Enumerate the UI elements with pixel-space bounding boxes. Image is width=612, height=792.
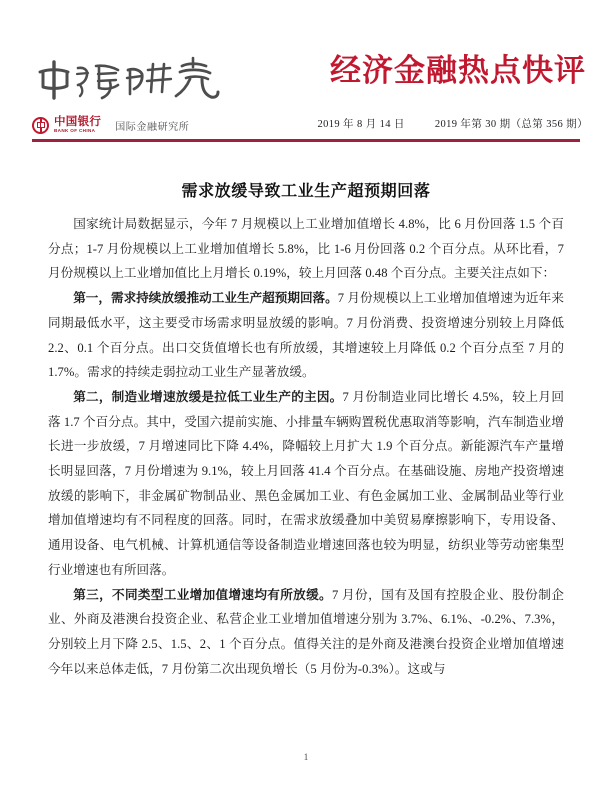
paragraph-lead: 第二，制造业增速放缓是拉低工业生产的主因。: [73, 388, 343, 404]
paragraph-lead: 第一，需求持续放缓推动工业生产超预期回落。: [73, 290, 338, 306]
institute-name: 国际金融研究所: [115, 121, 190, 133]
issue-date: 2019 年 8 月 14 日: [317, 119, 405, 130]
paragraph: 第三，不同类型工业增加值增速均有所放缓。7 月份，国有及国有控股企业、股份制企业、外商及港澳台投资企业、私营企业工业增加值增速分别为 3.7%、6.1%、-0.2%、7.3%，分别较上月下降 2.5、1.5、2、1 个百分点。值得关注的是外商及港澳台投资企业增加值增速今年以来总体走低，7 月份第二次出现负增长（5 月份为-0.3%）。这或与: [48, 586, 564, 676]
boc-emblem-icon: [32, 117, 49, 134]
paragraph-lead: 第三，不同类型工业增加值增速均有所放缓。: [73, 586, 332, 602]
page-title: 需求放缓导致工业生产超预期回落: [181, 181, 431, 200]
bank-name-block: [54, 116, 101, 134]
brand-calligraphy-logo: [30, 54, 230, 104]
calligraphy-svg: [30, 54, 230, 104]
bank-name-en: BANK OF CHINA: [54, 128, 96, 134]
paragraph: 第一，需求持续放缓推动工业生产超预期回落。7 月份规模以上工业增加值增速为近年来同期最低水平，这主要受市场需求明显放缓的影响。7 月份消费、投资增速分别较上月降低 2.2、0.1 个百分点。出口交货值增长也有所放缓，其增速较上月降低 0.2 个百分点至 7 月的 1.7%。需求的持续走弱拉动工业生产显著放缓。: [48, 290, 564, 380]
masthead: [0, 0, 612, 150]
article-body: [48, 212, 564, 681]
issue-info: [317, 116, 588, 131]
bank-name-cn: 中国银行: [54, 114, 102, 129]
bank-of-china-logo: [32, 113, 189, 137]
issue-number: 2019 年第 30 期（总第 356 期）: [434, 119, 588, 130]
publication-title: 经济金融热点快评: [330, 53, 586, 89]
paragraph: 第二，制造业增速放缓是拉低工业生产的主因。7 月份制造业同比增长 4.5%，较上月回落 1.7 个百分点。其中，受国六提前实施、小排量车辆购置税优惠取消等影响，汽车制造业增长进一步放缓，7 月增速同比下降 4.4%，降幅较上月扩大 1.9 个百分点。新能源汽车产量增长明显回落，7 月份增速为 9.1%，较上月回落 41.4 个百分点。在基础设施、房地产投资增速放缓的影响下，非金属矿物制品业、黑色金属加工业、有色金属加工业、金属制品业等行业增加值增速均有不同程度的回落。同时，在需求放缓叠加中美贸易摩擦影响下，专用设备、通用设备、电气机械、计算机通信等设备制造业增速回落也较为明显，纺织业等劳动密集型行业增速也有所回落。: [48, 388, 564, 577]
paragraph: 国家统计局数据显示，今年 7 月规模以上工业增加值增长 4.8%，比 6 月份回落 1.5 个百分点；1-7 月份规模以上工业增加值增长 5.8%，比 1-6 月份回落 0.2 个百分点。从环比看，7 月份规模以上工业增加值比上月增长 0.19%，较上月回落 0.48 个百分点。主要关注点如下：: [48, 217, 564, 281]
page-number: 1: [303, 752, 309, 762]
header-divider: [32, 139, 580, 142]
